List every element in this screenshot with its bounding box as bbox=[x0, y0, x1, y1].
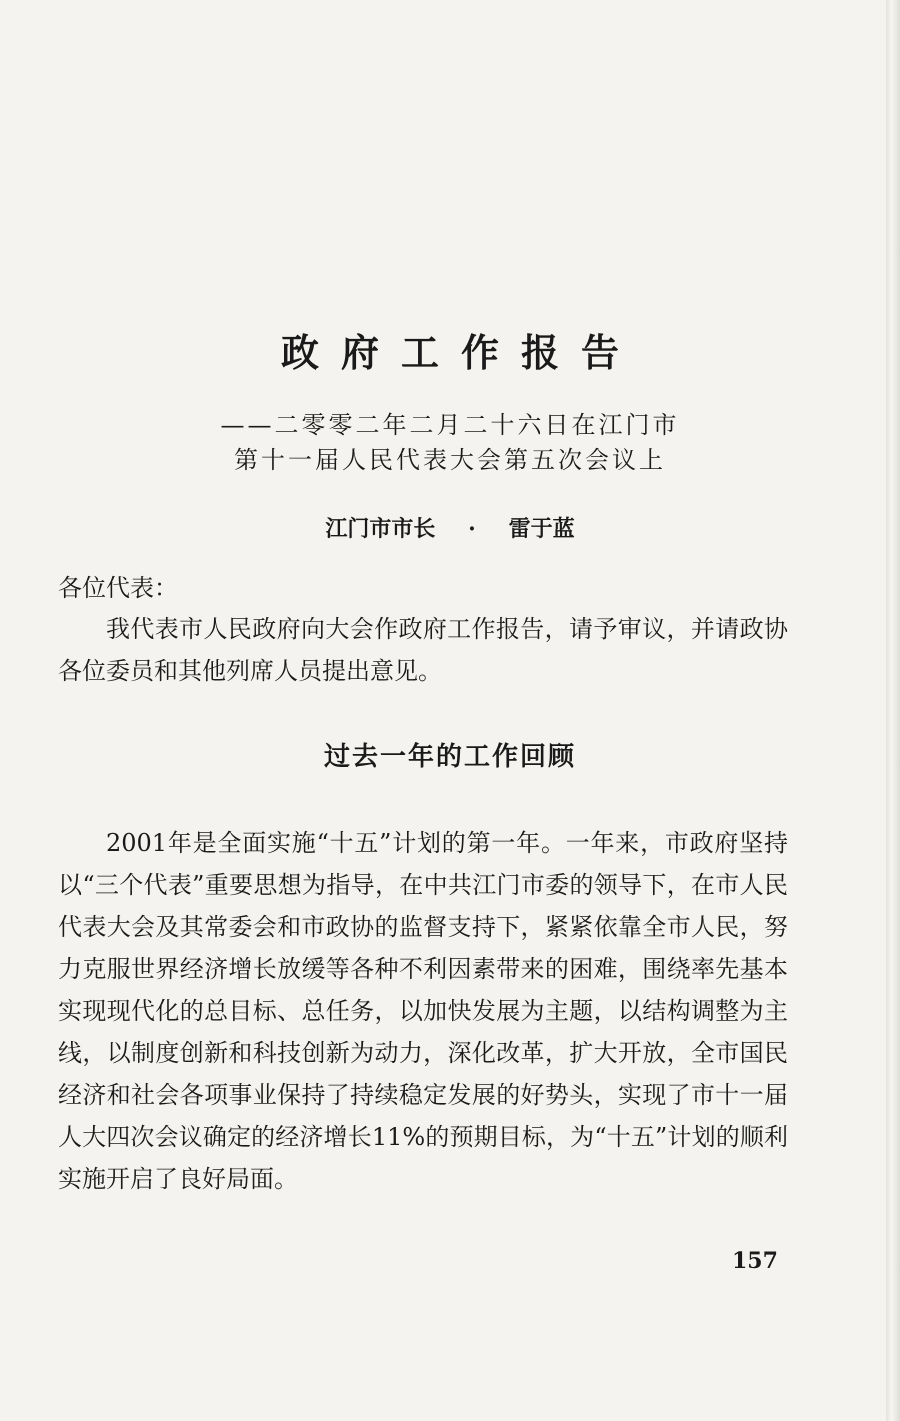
intro-paragraph: 我代表市人民政府向大会作政府工作报告，请予审议，并请政协各位委员和其他列席人员提出意见。 bbox=[58, 615, 788, 685]
page-number: 157 bbox=[732, 1248, 778, 1274]
report-title: 政府工作报告 bbox=[280, 330, 641, 375]
author-role: 江门市市长 bbox=[325, 516, 436, 542]
greeting: 各位代表： bbox=[58, 574, 178, 602]
report-subtitle-line2: 第十一届人民代表大会第五次会议上 bbox=[234, 446, 666, 474]
author-byline bbox=[0, 512, 900, 543]
section-heading: 过去一年的工作回顾 bbox=[323, 742, 576, 772]
author-name: 雷于蓝 bbox=[508, 516, 575, 542]
author-separator: · bbox=[468, 516, 476, 542]
body-paragraph: 2001年是全面实施“十五”计划的第一年。一年来，市政府坚持以“三个代表”重要思想为指导，在中共江门市委的领导下，在市人民代表大会及其常委会和市政协的监督支持下，紧紧依靠全市人民，努力克服世界经济增长放缓等各种不利因素带来的困难，围绕率先基本实现现代化的总目标、总任务，以加快发展为主题，以结构调整为主线，以制度创新和科技创新为动力，深化改革，扩大开放，全市国民经济和社会各项事业保持了持续稳定发展的好势头，实现了市十一届人大四次会议确定的经济增长11%的预期目标，为“十五”计划的顺利实施开启了良好局面。 bbox=[58, 829, 788, 1193]
page-edge bbox=[886, 0, 900, 1421]
report-subtitle-line1: ——二零零二年二月二十六日在江门市 bbox=[220, 411, 680, 439]
